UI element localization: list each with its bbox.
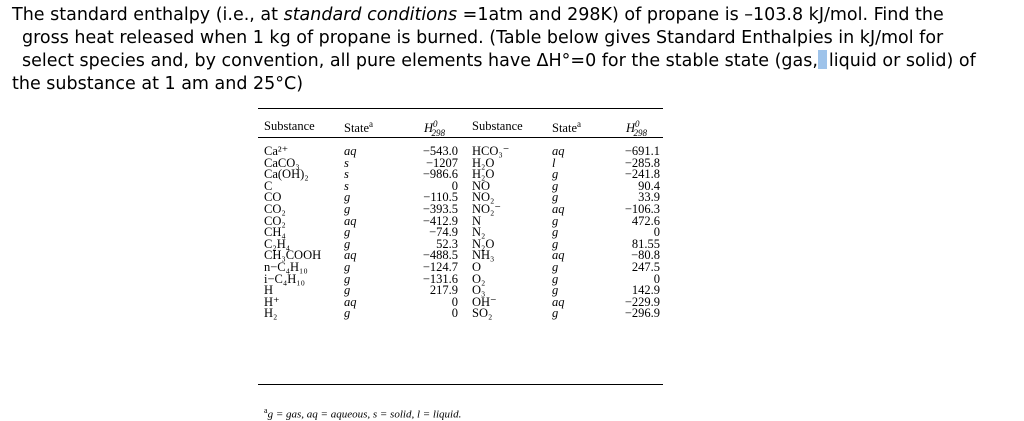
enthalpy-cell: 0 bbox=[451, 306, 458, 321]
substance-cell: NH₃ bbox=[472, 248, 495, 263]
state-cell: g bbox=[552, 236, 559, 251]
header-state-right bbox=[552, 119, 581, 136]
substance-cell: CaCO₃ bbox=[264, 155, 300, 170]
enthalpy-cell: −285.8 bbox=[624, 155, 660, 170]
enthalpy-cell: 33.9 bbox=[638, 190, 660, 205]
enthalpy-cell: 142.9 bbox=[631, 283, 660, 298]
substance-cell: C bbox=[264, 178, 273, 193]
state-cell: g bbox=[552, 225, 559, 240]
substance-cell: O₂ bbox=[472, 271, 486, 286]
enthalpy-cell: 247.5 bbox=[631, 259, 660, 274]
enthalpy-subscript: 298 bbox=[431, 127, 446, 138]
state-cell: aq bbox=[552, 294, 565, 309]
enthalpy-cell: −543.0 bbox=[422, 144, 458, 158]
state-cell: g bbox=[552, 190, 559, 205]
state-cell: g bbox=[344, 225, 351, 240]
footnote-marker: a bbox=[369, 119, 373, 129]
substance-cell: CH₄ bbox=[264, 225, 286, 240]
table-footnote bbox=[264, 406, 461, 421]
substance-cell: CO₂ bbox=[264, 213, 286, 228]
state-cell: g bbox=[344, 201, 351, 216]
substance-cell: H bbox=[264, 283, 274, 298]
enthalpy-cell: 217.9 bbox=[429, 283, 458, 298]
right-substance-column bbox=[472, 146, 509, 320]
state-cell: g bbox=[344, 259, 351, 274]
substance-cell: i−C₄H₁₀ bbox=[264, 271, 305, 286]
substance-cell: CO bbox=[264, 190, 282, 205]
state-cell: aq bbox=[344, 248, 357, 263]
enthalpy-cell: 81.55 bbox=[631, 236, 660, 251]
enthalpy-symbol: H bbox=[626, 121, 636, 136]
header-substance-right: Substance bbox=[472, 119, 523, 133]
footnote-text: g = gas, aq = aqueous, s = solid, l = liquid. bbox=[267, 408, 462, 421]
header-state-text: State bbox=[344, 121, 369, 136]
problem-line-4: the substance at 1 am and 25°C) bbox=[12, 74, 304, 94]
enthalpy-cell: −296.9 bbox=[624, 306, 660, 321]
enthalpy-cell: 0 bbox=[653, 271, 660, 286]
right-enthalpy-column bbox=[608, 146, 660, 320]
state-cell: aq bbox=[552, 248, 565, 263]
right-state-column bbox=[552, 146, 565, 320]
substance-cell: HCO₃⁻ bbox=[472, 144, 510, 158]
state-cell: aq bbox=[344, 294, 357, 309]
enthalpy-cell: −986.6 bbox=[422, 167, 458, 182]
enthalpy-cell: −106.3 bbox=[624, 201, 660, 216]
text-cursor-highlight bbox=[818, 50, 827, 69]
enthalpy-cell: −80.8 bbox=[631, 248, 660, 263]
problem-line-2: gross heat released when 1 kg of propane is burned. (Table below gives Standard Enthalpies in kJ/mol for bbox=[22, 28, 944, 48]
state-cell: g bbox=[552, 283, 559, 298]
left-enthalpy-column bbox=[406, 146, 458, 320]
enthalpy-superscript: 0 bbox=[635, 119, 640, 129]
left-state-column bbox=[344, 146, 357, 320]
enthalpy-cell: −412.9 bbox=[422, 213, 458, 228]
enthalpy-cell: −74.9 bbox=[429, 225, 458, 240]
emphasis-text: standard conditions bbox=[283, 5, 458, 25]
footnote-marker: a bbox=[577, 119, 581, 129]
enthalpy-cell: −229.9 bbox=[624, 294, 660, 309]
state-cell: s bbox=[344, 178, 349, 193]
state-cell: g bbox=[344, 271, 351, 286]
enthalpy-cell: −691.1 bbox=[624, 144, 660, 158]
substance-cell: N₂ bbox=[472, 225, 486, 240]
enthalpy-cell: 0 bbox=[451, 178, 458, 193]
table-top-rule bbox=[258, 108, 663, 109]
enthalpy-cell: −124.7 bbox=[422, 259, 458, 274]
state-cell: l bbox=[552, 155, 556, 170]
state-cell: g bbox=[344, 236, 351, 251]
enthalpy-cell: −1207 bbox=[425, 155, 458, 170]
state-cell: g bbox=[552, 167, 559, 182]
header-substance-left: Substance bbox=[264, 119, 315, 133]
substance-cell: n−C₄H₁₀ bbox=[264, 259, 308, 274]
state-cell: g bbox=[344, 190, 351, 205]
enthalpy-cell: −131.6 bbox=[422, 271, 458, 286]
state-cell: g bbox=[344, 283, 351, 298]
substance-cell: O bbox=[472, 259, 482, 274]
substance-cell: NO₂ bbox=[472, 190, 495, 205]
problem-line-3 bbox=[12, 50, 1017, 73]
enthalpy-cell: 52.3 bbox=[436, 236, 458, 251]
enthalpy-symbol: H bbox=[424, 121, 434, 136]
problem-text: The standard enthalpy (i.e., at bbox=[12, 5, 284, 25]
footnote-marker: a bbox=[264, 406, 268, 415]
substance-cell: OH⁻ bbox=[472, 294, 497, 309]
table-bottom-rule bbox=[258, 384, 663, 385]
enthalpy-superscript: 0 bbox=[433, 119, 438, 129]
problem-line-1 bbox=[12, 4, 1017, 27]
problem-text: =1atm and 298K) of propane is –103.8 kJ/mol. Find the bbox=[457, 5, 944, 25]
state-cell: s bbox=[344, 167, 349, 182]
enthalpy-cell: −110.5 bbox=[423, 190, 458, 205]
state-cell: g bbox=[552, 306, 559, 321]
state-cell: s bbox=[344, 155, 349, 170]
substance-cell: H₂O bbox=[472, 155, 495, 170]
state-cell: g bbox=[552, 213, 559, 228]
state-cell: aq bbox=[344, 144, 357, 158]
header-enthalpy-right bbox=[626, 119, 647, 138]
problem-text: liquid or solid) of bbox=[828, 51, 976, 71]
state-cell: g bbox=[344, 306, 351, 321]
substance-cell: Ca²⁺ bbox=[264, 144, 289, 158]
state-cell: aq bbox=[552, 201, 565, 216]
header-state-left bbox=[344, 119, 373, 136]
header-state-text: State bbox=[552, 121, 577, 136]
enthalpy-subscript: 298 bbox=[633, 127, 648, 138]
substance-cell: Ca(OH)₂ bbox=[264, 167, 309, 182]
left-substance-column bbox=[264, 146, 321, 320]
substance-cell: N₂O bbox=[472, 236, 495, 251]
substance-cell: C₂H₄ bbox=[264, 236, 291, 251]
enthalpy-cell: 90.4 bbox=[638, 178, 660, 193]
substance-cell: NO bbox=[472, 178, 491, 193]
substance-cell: NO₂⁻ bbox=[472, 201, 502, 216]
table-header-rule bbox=[258, 137, 663, 138]
substance-cell: H₂O bbox=[472, 167, 495, 182]
problem-text: select species and, by convention, all pure elements have ΔH°=0 for the stable state (gas, bbox=[22, 51, 818, 71]
substance-cell: CH₃COOH bbox=[264, 248, 322, 263]
substance-cell: N bbox=[472, 213, 482, 228]
state-cell: aq bbox=[552, 144, 565, 158]
substance-cell: SO₂ bbox=[472, 306, 493, 321]
state-cell: g bbox=[552, 271, 559, 286]
substance-cell: H⁺ bbox=[264, 294, 280, 309]
enthalpy-cell: −241.8 bbox=[624, 167, 660, 182]
enthalpy-cell: −488.5 bbox=[422, 248, 458, 263]
substance-cell: O₃ bbox=[472, 283, 486, 298]
state-cell: g bbox=[552, 178, 559, 193]
state-cell: aq bbox=[344, 213, 357, 228]
header-enthalpy-left bbox=[424, 119, 445, 138]
state-cell: g bbox=[552, 259, 559, 274]
enthalpy-cell: −393.5 bbox=[422, 201, 458, 216]
substance-cell: CO₂ bbox=[264, 201, 286, 216]
problem-statement bbox=[12, 4, 1017, 96]
enthalpy-cell: 0 bbox=[451, 294, 458, 309]
enthalpy-cell: 472.6 bbox=[631, 213, 660, 228]
enthalpy-cell: 0 bbox=[653, 225, 660, 240]
substance-cell: H₂ bbox=[264, 306, 278, 321]
